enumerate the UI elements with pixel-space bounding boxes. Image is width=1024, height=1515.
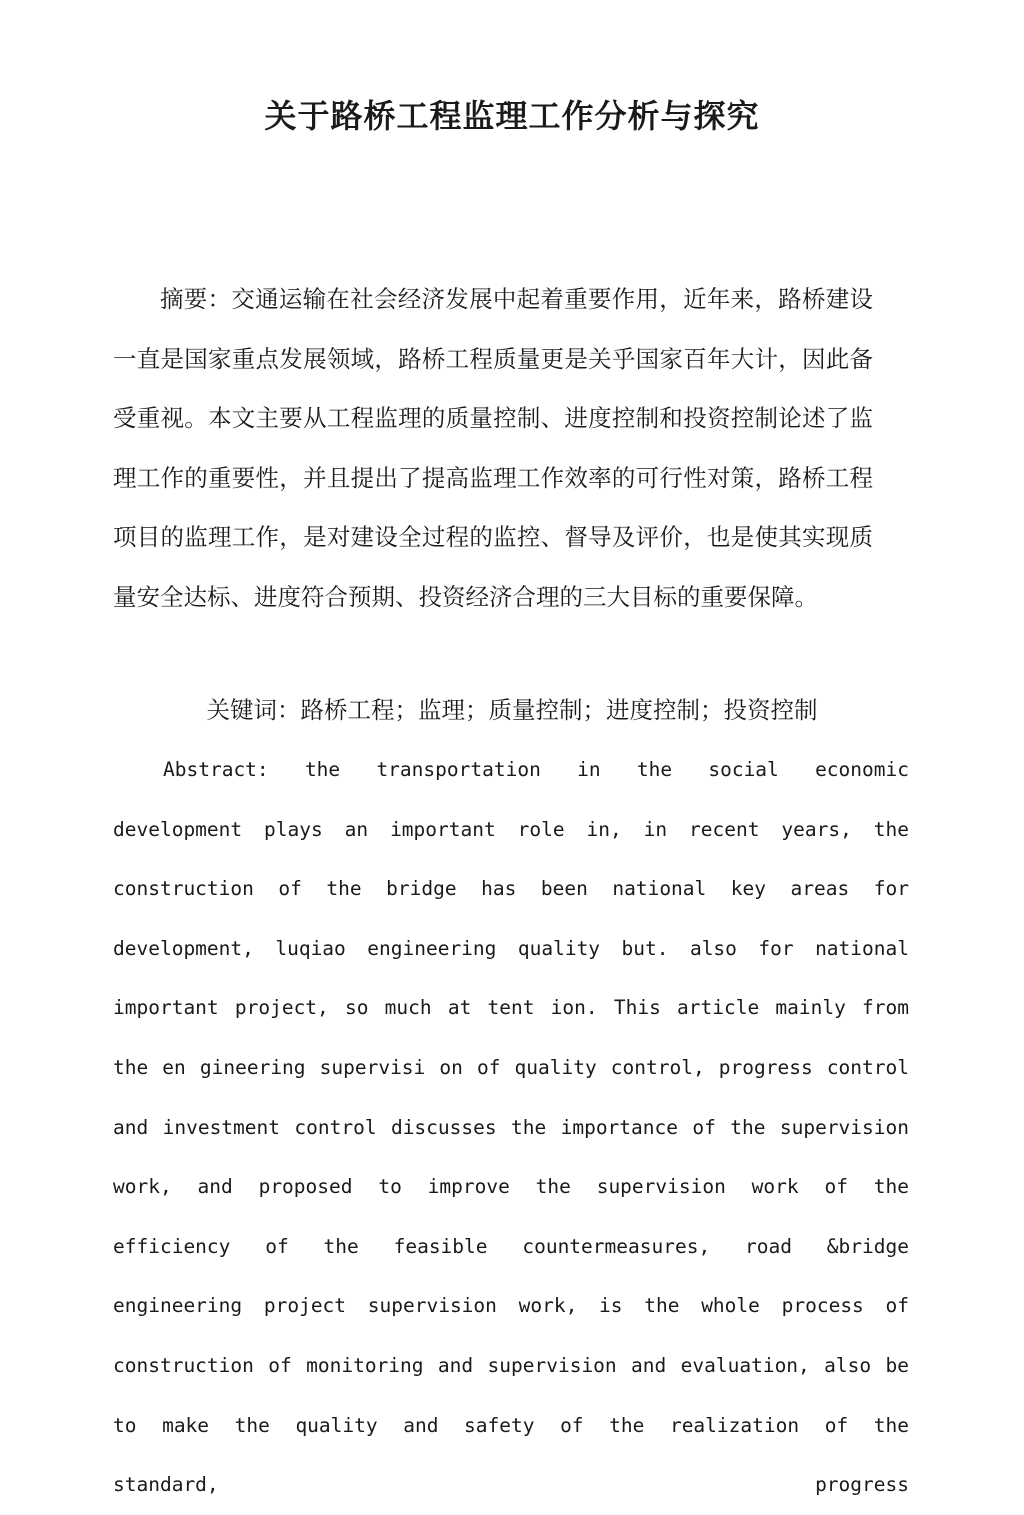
document-title: 关于路桥工程监理工作分析与探究 xyxy=(264,97,760,135)
chinese-abstract: 摘要：交通运输在社会经济发展中起着重要作用，近年来，路桥建设一直是国家重点发展领域，路桥工程质量更是关乎国家百年大计，因此备受重视。本文主要从工程监理的质量控制、进度控制和投资控制论述了监理工作的重要性，并且提出了提高监理工作效率的可行性对策，路桥工程项目的监理工作，是对建设全过程的监控、督导及评价，也是使其实现质量安全达标、进度符合预期、投资经济合理的三大目标的重要保障。 xyxy=(113,285,873,611)
english-abstract: Abstract: the transportation in the social economic development plays an important role in, in recent years, the construction of the bridge has been national key areas for development, luqiao engineering quality but. also for national important project, so much at tent ion. This article mainly from the en gineering supervisi on of quality control, progress control and investment control discusses the importance of the supervision work, and proposed to improve the supervision work of the efficiency of the feasible countermeasures, road &bridge engineering project supervision work, is the whole process of construction of monitoring and supervision and evaluation, also be to make the quality and safety of the realization of the standard, progress xyxy=(113,758,909,1497)
chinese-keywords: 关键词：路桥工程；监理；质量控制；进度控制；投资控制 xyxy=(206,696,818,724)
